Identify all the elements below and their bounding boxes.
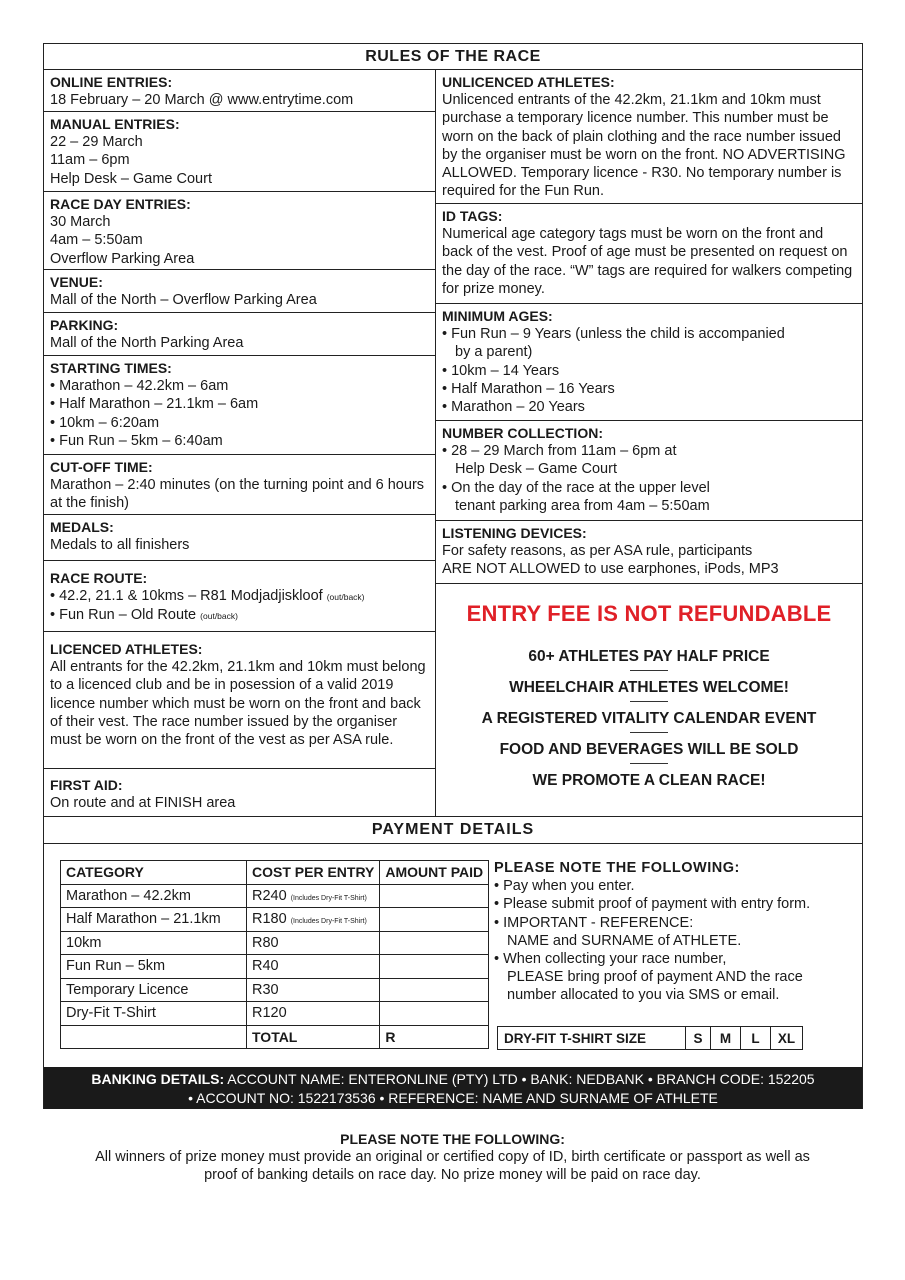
amount-paid-field[interactable] xyxy=(380,884,489,908)
refund-notice: ENTRY FEE IS NOT REFUNDABLE xyxy=(466,601,832,626)
manual-entries: MANUAL ENTRIES: 22 – 29 March 11am – 6pm Help Desk – Game Court xyxy=(44,112,435,192)
table-row: Half Marathon – 21.1km R180 (Includes Dry-Fit T-Shirt) xyxy=(61,908,489,932)
first-aid: FIRST AID: On route and at FINISH area xyxy=(50,777,236,812)
promo-half-price: 60+ ATHLETES PAY HALF PRICE xyxy=(528,648,770,665)
promo-divider xyxy=(630,763,668,764)
listening-devices: LISTENING DEVICES: For safety reasons, as per ASA rule, participants ARE NOT ALLOWED to use earphones, iPods, MP3 xyxy=(436,521,862,584)
promo-vitality: A REGISTERED VITALITY CALENDAR EVENT xyxy=(481,710,817,727)
amount-paid-field[interactable] xyxy=(380,908,489,932)
total-row: TOTAL R xyxy=(61,1025,489,1049)
table-row: Temporary Licence R30 xyxy=(61,978,489,1002)
table-row: 10km R80 xyxy=(61,931,489,955)
promo-wheelchair: WHEELCHAIR ATHLETES WELCOME! xyxy=(509,679,789,696)
rules-form xyxy=(43,43,863,1109)
size-l-option[interactable]: L xyxy=(741,1027,771,1050)
header-category: CATEGORY xyxy=(61,861,247,885)
table-row: Marathon – 42.2km R240 (Includes Dry-Fit T-Shirt) xyxy=(61,884,489,908)
banking-details: BANKING DETAILS: ACCOUNT NAME: ENTERONLINE (PTY) LTD • BANK: NEDBANK • BRANCH CODE: 152205 • ACCOUNT NO: 1522173536 • REFERENCE: NAME AND SURNAME OF ATHLETE xyxy=(44,1067,862,1109)
header-cost: COST PER ENTRY xyxy=(247,861,380,885)
total-amount-field[interactable]: R xyxy=(380,1025,489,1049)
race-route: RACE ROUTE: • 42.2, 21.1 & 10kms – R81 Modjadjiskloof (out/back) • Fun Run – Old Route (out/back) xyxy=(44,561,435,632)
payment-notes: PLEASE NOTE THE FOLLOWING: • Pay when you enter. • Please submit proof of payment with entry form. • IMPORTANT - REFERENCE: NAME and SURNAME of ATHLETE. • When collecting your race number, PLEASE bring proof of payment AND the race number allocated to you via SMS or email. xyxy=(494,860,811,1004)
parking: PARKING: Mall of the North Parking Area xyxy=(44,313,435,356)
payment-title: PAYMENT DETAILS xyxy=(44,816,862,844)
footer-note: PLEASE NOTE THE FOLLOWING: All winners of prize money must provide an original or certified copy of ID, birth certificate or passport as well as proof of banking details on race day. No prize money will be paid on race day. xyxy=(95,1131,810,1184)
promo-food: FOOD AND BEVERAGES WILL BE SOLD xyxy=(499,741,799,758)
online-entries: ONLINE ENTRIES: 18 February – 20 March @ www.entrytime.com xyxy=(44,70,435,112)
amount-paid-field[interactable] xyxy=(380,978,489,1002)
size-xl-option[interactable]: XL xyxy=(771,1027,803,1050)
unlicenced-athletes: UNLICENCED ATHLETES: Unlicenced entrants of the 42.2km, 21.1km and 10km must purchase a temporary licence number. This number must be worn on the back of plain clothing and the race number issued by the organiser must be worn on the front. NO ADVERTISING ALLOWED. Temporary licence - R30. No temporary number is required for the Fun Run. xyxy=(436,70,862,204)
tshirt-size-label: DRY-FIT T-SHIRT SIZE xyxy=(498,1027,686,1050)
rules-title: RULES OF THE RACE xyxy=(44,44,862,70)
right-column xyxy=(436,70,862,816)
amount-paid-field[interactable] xyxy=(380,931,489,955)
amount-paid-field[interactable] xyxy=(380,955,489,979)
promo-divider xyxy=(630,701,668,702)
promo-divider xyxy=(630,732,668,733)
table-row: Dry-Fit T-Shirt R120 xyxy=(61,1002,489,1026)
left-column xyxy=(44,70,436,816)
payment-table xyxy=(60,860,489,1049)
venue: VENUE: Mall of the North – Overflow Parking Area xyxy=(44,270,435,313)
tshirt-size-table xyxy=(497,1026,803,1050)
medals: MEDALS: Medals to all finishers xyxy=(44,515,435,561)
cut-off-time: CUT-OFF TIME: Marathon – 2:40 minutes (on the turning point and 6 hours at the finish) xyxy=(44,455,435,515)
size-m-option[interactable]: M xyxy=(711,1027,741,1050)
promo-divider xyxy=(630,670,668,671)
id-tags: ID TAGS: Numerical age category tags must be worn on the front and back of the vest. Proof of age must be presented on request on the day of the race. “W” tags are required for walkers competing for prize money. xyxy=(436,204,862,304)
amount-paid-field[interactable] xyxy=(380,1002,489,1026)
size-s-option[interactable]: S xyxy=(686,1027,711,1050)
promo-clean-race: WE PROMOTE A CLEAN RACE! xyxy=(532,772,766,789)
number-collection: NUMBER COLLECTION: • 28 – 29 March from 11am – 6pm at Help Desk – Game Court • On the day of the race at the upper level tenant parking area from 4am – 5:50am xyxy=(436,421,862,521)
minimum-ages: MINIMUM AGES: • Fun Run – 9 Years (unless the child is accompanied by a parent) • 10km – 14 Years • Half Marathon – 16 Years • Marathon – 20 Years xyxy=(436,304,862,421)
licenced-athletes: LICENCED ATHLETES: All entrants for the 42.2km, 21.1km and 10km must belong to a licenced club and be in posession of a valid 2019 licence number which must be worn on the front and back of their vest. The race number issued by the organiser must be worn on the front of the vest as per ASA rule. xyxy=(44,632,435,769)
table-row: Fun Run – 5km R40 xyxy=(61,955,489,979)
header-amount: AMOUNT PAID xyxy=(380,861,489,885)
race-day-entries: RACE DAY ENTRIES: 30 March 4am – 5:50am Overflow Parking Area xyxy=(44,192,435,270)
starting-times: STARTING TIMES: • Marathon – 42.2km – 6am • Half Marathon – 21.1km – 6am • 10km – 6:20am • Fun Run – 5km – 6:40am xyxy=(44,356,435,455)
